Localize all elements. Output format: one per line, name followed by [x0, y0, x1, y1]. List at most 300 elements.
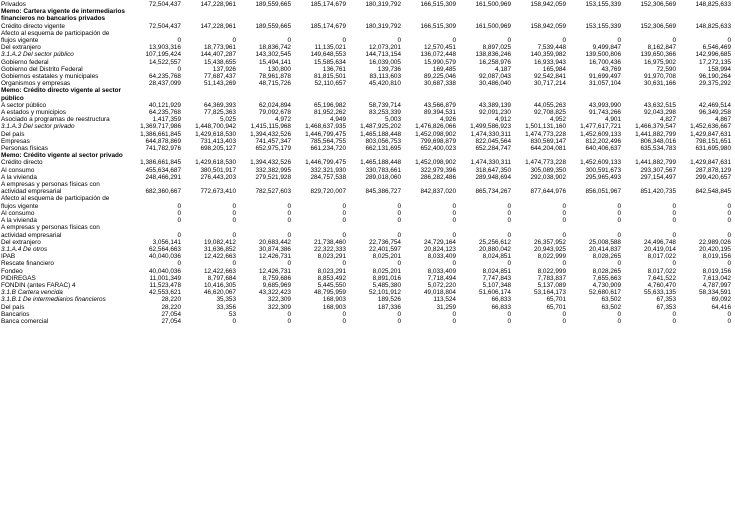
- table-row: [1, 1, 732, 8]
- value-cell: [127, 152, 182, 159]
- value-cell: 286,282,486: [420, 173, 456, 181]
- value-cell: 0: [672, 317, 676, 325]
- value-cell: 1,477,617,721: [580, 123, 621, 131]
- table-row: [1, 217, 732, 224]
- value-cell: 158,942,059: [530, 22, 566, 30]
- value-cell: 92,542,841: [534, 73, 566, 81]
- value-cell: [457, 8, 512, 22]
- value-cell: 0: [617, 37, 621, 45]
- value-cell: 22,322,333: [314, 245, 346, 253]
- value-cell: [347, 87, 402, 101]
- value-cell: 455,634,687: [145, 166, 181, 174]
- table-row: [1, 73, 732, 80]
- value-cell: 0: [287, 202, 291, 210]
- value-cell: 4,912: [495, 116, 511, 124]
- value-cell: 40,040,036: [149, 253, 181, 261]
- table-row: [1, 87, 732, 101]
- value-cell: 0: [727, 217, 731, 225]
- value-cell: 31,636,852: [204, 245, 236, 253]
- value-cell: 26,357,952: [534, 238, 566, 246]
- value-cell: 44,055,263: [534, 101, 566, 109]
- table-row: [1, 66, 732, 73]
- row-label: 3.1.B.1 De intermediarios financieros: [1, 296, 106, 304]
- value-cell: 185,174,679: [310, 1, 346, 8]
- value-cell: 0: [452, 209, 456, 217]
- value-cell: 66,833: [491, 303, 511, 311]
- value-cell: 91,699,497: [589, 73, 621, 81]
- value-cell: 0: [397, 310, 401, 318]
- value-cell: 51,606,174: [479, 289, 511, 297]
- value-cell: 11,001,349: [149, 274, 181, 282]
- value-cell: 8,017,022: [647, 253, 676, 261]
- value-cell: 0: [397, 209, 401, 217]
- value-cell: 300,591,673: [585, 166, 621, 174]
- value-cell: 27,054: [161, 317, 181, 325]
- table-row: [1, 210, 732, 217]
- value-cell: 18,773,961: [204, 44, 236, 52]
- value-cell: 15,990,579: [424, 58, 456, 66]
- value-cell: 8,162,847: [647, 44, 676, 52]
- value-cell: 12,570,451: [424, 44, 456, 52]
- value-cell: 289,018,060: [365, 173, 401, 181]
- value-cell: 0: [727, 260, 731, 268]
- table-row: [1, 311, 732, 318]
- value-cell: 149,648,553: [310, 51, 346, 59]
- value-cell: [622, 87, 677, 101]
- value-cell: [182, 8, 237, 22]
- value-cell: 698,205,127: [200, 145, 236, 153]
- value-cell: 136,072,448: [420, 51, 456, 59]
- value-cell: 644,204,081: [530, 145, 566, 153]
- value-cell: 79,092,678: [259, 109, 291, 117]
- table-row: [1, 174, 732, 181]
- value-cell: 92,091,230: [479, 109, 511, 117]
- value-cell: 845,386,727: [365, 188, 401, 196]
- value-cell: 0: [342, 217, 346, 225]
- value-cell: 829,720,007: [310, 188, 346, 196]
- value-cell: 12,422,663: [204, 267, 236, 275]
- table-row: [1, 246, 732, 253]
- value-cell: 1,448,700,942: [195, 123, 236, 131]
- row-label: 3.1.B Cartera vencida: [1, 289, 63, 297]
- value-cell: 0: [397, 231, 401, 239]
- value-cell: 0: [727, 209, 731, 217]
- value-cell: 0: [507, 260, 511, 268]
- value-cell: 0: [232, 217, 236, 225]
- value-cell: 0: [177, 217, 181, 225]
- value-cell: 144,407,287: [200, 51, 236, 59]
- value-cell: 0: [287, 310, 291, 318]
- value-cell: 140,359,982: [530, 51, 566, 59]
- value-cell: 48,715,726: [259, 80, 291, 88]
- value-cell: 69,092: [711, 296, 731, 304]
- row-label: Organismos y empresas: [1, 80, 71, 88]
- value-cell: 0: [232, 209, 236, 217]
- row-label: A la vivienda: [1, 217, 37, 225]
- value-cell: 322,309: [267, 303, 291, 311]
- value-cell: 72,504,437: [149, 22, 181, 30]
- value-cell: 77,687,437: [204, 73, 236, 81]
- value-cell: 0: [287, 260, 291, 268]
- value-cell: 4,867: [715, 116, 731, 124]
- value-cell: 91,743,266: [589, 109, 621, 117]
- value-cell: 0: [232, 37, 236, 45]
- value-cell: 1,474,330,311: [470, 159, 511, 167]
- value-cell: 180,319,792: [365, 22, 401, 30]
- value-cell: 287,878,129: [695, 166, 731, 174]
- value-cell: [347, 152, 402, 159]
- row-label: Memo: Cartera vigente de intermediarios financieros no bancarios privados: [1, 8, 125, 23]
- value-cell: 64,235,768: [149, 73, 181, 81]
- value-cell: 0: [507, 231, 511, 239]
- value-cell: 64,369,393: [204, 101, 236, 109]
- value-cell: 1,452,098,902: [415, 159, 456, 167]
- value-cell: [292, 87, 347, 101]
- table-body: [1, 1, 732, 325]
- value-cell: 293,307,567: [640, 166, 676, 174]
- row-label: Memo: Crédito directo vigente al sector público: [1, 87, 122, 102]
- value-cell: 11,523,478: [149, 281, 181, 289]
- value-cell: 1,452,636,667: [690, 123, 731, 131]
- value-cell: 292,038,902: [530, 173, 566, 181]
- table-row: [1, 289, 732, 296]
- value-cell: 5,025: [220, 116, 236, 124]
- value-cell: 0: [507, 209, 511, 217]
- value-cell: 8,797,684: [207, 274, 236, 282]
- value-cell: 830,569,147: [530, 137, 566, 145]
- value-cell: 1,429,618,530: [195, 159, 236, 167]
- value-cell: 12,426,731: [259, 267, 291, 275]
- value-cell: 24,496,748: [644, 238, 676, 246]
- value-cell: 4,827: [660, 116, 676, 124]
- row-label: Memo: Crédito vigente al sector privado: [1, 152, 123, 160]
- table-row: [1, 296, 732, 303]
- value-cell: 798,151,651: [695, 137, 731, 145]
- value-cell: 189,526: [377, 296, 401, 304]
- value-cell: 8,023,291: [317, 267, 346, 275]
- value-cell: 18,836,742: [259, 44, 291, 52]
- value-cell: 1,452,609,133: [580, 159, 621, 167]
- value-cell: 0: [507, 217, 511, 225]
- value-cell: 803,056,753: [365, 137, 401, 145]
- value-cell: [567, 152, 622, 159]
- value-cell: 1,474,773,228: [525, 130, 566, 138]
- table-row: [1, 80, 732, 87]
- value-cell: 136,761: [322, 65, 346, 73]
- value-cell: 0: [562, 202, 566, 210]
- value-cell: 0: [397, 217, 401, 225]
- value-cell: 12,422,663: [204, 253, 236, 261]
- value-cell: 0: [452, 317, 456, 325]
- value-cell: 0: [397, 37, 401, 45]
- table-row: [1, 275, 732, 282]
- value-cell: 21,738,460: [314, 238, 346, 246]
- value-cell: 644,878,869: [145, 137, 181, 145]
- table-row: [1, 145, 732, 152]
- value-cell: [677, 152, 732, 159]
- value-cell: 83,253,339: [369, 109, 401, 117]
- row-label: Afecto al esquema de participación de flujos vigente: [1, 195, 110, 210]
- value-cell: 17,272,135: [699, 58, 731, 66]
- value-cell: 305,089,350: [530, 166, 566, 174]
- value-cell: [567, 8, 622, 22]
- table-row: [1, 239, 732, 246]
- value-cell: 180,319,792: [365, 1, 401, 8]
- value-cell: 64,235,768: [149, 109, 181, 117]
- table-row: [1, 195, 732, 209]
- row-label: Asociado a programas de reestructura: [1, 116, 110, 124]
- value-cell: 0: [342, 231, 346, 239]
- value-cell: 332,321,930: [310, 166, 346, 174]
- value-cell: 0: [672, 231, 676, 239]
- value-cell: 9,685,969: [262, 281, 291, 289]
- value-cell: 1,441,882,799: [635, 130, 676, 138]
- value-cell: [237, 87, 292, 101]
- value-cell: 107,195,424: [145, 51, 181, 59]
- value-cell: 0: [562, 217, 566, 225]
- row-label: Del país: [1, 130, 25, 138]
- value-cell: 20,683,442: [259, 238, 291, 246]
- value-cell: 0: [177, 209, 181, 217]
- value-cell: 7,747,843: [482, 274, 511, 282]
- value-cell: 0: [232, 231, 236, 239]
- table-row: [1, 102, 732, 109]
- value-cell: 284,757,538: [310, 173, 346, 181]
- value-cell: 8,022,999: [537, 253, 566, 261]
- value-cell: 0: [452, 310, 456, 318]
- value-cell: 55,633,135: [644, 289, 676, 297]
- value-cell: [402, 152, 457, 159]
- table-row: [1, 59, 732, 66]
- value-cell: 8,033,409: [427, 253, 456, 261]
- value-cell: 0: [232, 260, 236, 268]
- value-cell: 185,174,679: [310, 22, 346, 30]
- value-cell: 65,701: [546, 303, 566, 311]
- value-cell: 15,438,655: [204, 58, 236, 66]
- value-cell: 1,441,882,799: [635, 159, 676, 167]
- value-cell: 1,417,359: [152, 116, 181, 124]
- value-cell: 144,713,154: [365, 51, 401, 59]
- value-cell: 0: [507, 37, 511, 45]
- value-cell: 0: [397, 260, 401, 268]
- value-cell: 842,837,020: [420, 188, 456, 196]
- value-cell: 81,815,501: [314, 73, 346, 81]
- value-cell: 30,486,040: [479, 80, 511, 88]
- value-cell: 20,414,837: [589, 245, 621, 253]
- value-cell: 1,452,098,902: [415, 130, 456, 138]
- value-cell: 8,019,156: [702, 267, 731, 275]
- value-cell: 1,474,773,228: [525, 159, 566, 167]
- value-cell: 1,466,379,547: [635, 123, 676, 131]
- value-cell: 16,039,005: [369, 58, 401, 66]
- value-cell: 1,429,618,530: [195, 130, 236, 138]
- value-cell: 4,730,909: [592, 281, 621, 289]
- value-cell: 0: [177, 65, 181, 73]
- value-cell: 8,024,851: [482, 267, 511, 275]
- value-cell: 31,057,104: [589, 80, 621, 88]
- value-cell: 299,420,657: [695, 173, 731, 181]
- value-cell: 152,306,569: [640, 1, 676, 8]
- value-cell: 7,655,663: [592, 274, 621, 282]
- value-cell: 0: [562, 260, 566, 268]
- value-cell: 138,836,246: [475, 51, 511, 59]
- value-cell: 0: [452, 260, 456, 268]
- value-cell: 822,045,564: [475, 137, 511, 145]
- row-label: Rescate financiero: [1, 260, 54, 268]
- value-cell: 161,500,969: [475, 1, 511, 8]
- value-cell: [182, 152, 237, 159]
- value-cell: 48,795,959: [314, 289, 346, 297]
- value-cell: 1,487,925,202: [360, 123, 401, 131]
- table-row: [1, 318, 732, 325]
- value-cell: 8,024,851: [482, 253, 511, 261]
- value-cell: 0: [397, 202, 401, 210]
- value-cell: 1,465,188,448: [360, 159, 401, 167]
- value-cell: 5,072,220: [427, 281, 456, 289]
- value-cell: 1,429,847,631: [690, 159, 731, 167]
- value-cell: 91,970,708: [644, 73, 676, 81]
- value-cell: 189,559,665: [255, 1, 291, 8]
- value-cell: 67,353: [656, 296, 676, 304]
- value-cell: 4,926: [440, 116, 456, 124]
- value-cell: 0: [177, 202, 181, 210]
- table-row: [1, 44, 732, 51]
- value-cell: 0: [287, 217, 291, 225]
- value-cell: 4,949: [330, 116, 346, 124]
- value-cell: 139,650,366: [640, 51, 676, 59]
- value-cell: [127, 8, 182, 22]
- value-cell: 0: [727, 231, 731, 239]
- value-cell: 856,051,967: [585, 188, 621, 196]
- value-cell: 785,564,755: [310, 137, 346, 145]
- value-cell: 63,502: [601, 303, 621, 311]
- value-cell: 295,965,493: [585, 173, 621, 181]
- value-cell: 1,468,637,935: [305, 123, 346, 131]
- value-cell: 66,833: [491, 296, 511, 304]
- row-label: 3.1.A.2 Del sector público: [1, 51, 74, 59]
- value-cell: 731,413,403: [200, 137, 236, 145]
- value-cell: 83,113,603: [369, 73, 401, 81]
- value-cell: 631,695,980: [695, 145, 731, 153]
- value-cell: 96,349,258: [699, 109, 731, 117]
- value-cell: [457, 87, 512, 101]
- value-cell: [237, 152, 292, 159]
- value-cell: 16,975,902: [644, 58, 676, 66]
- value-cell: 137,926: [212, 65, 236, 73]
- value-cell: 148,825,633: [695, 22, 731, 30]
- row-label: A la vivienda: [1, 173, 37, 181]
- value-cell: 148,825,633: [695, 1, 731, 8]
- value-cell: [402, 87, 457, 101]
- value-cell: 0: [232, 202, 236, 210]
- value-cell: [292, 8, 347, 22]
- credit-portfolio-table: [1, 1, 732, 325]
- value-cell: 0: [617, 310, 621, 318]
- value-cell: 1,452,609,133: [580, 130, 621, 138]
- value-cell: 153,155,339: [585, 22, 621, 30]
- value-cell: 0: [672, 217, 676, 225]
- table-row: [1, 224, 732, 238]
- value-cell: 72,590: [656, 65, 676, 73]
- value-cell: 30,631,166: [644, 80, 676, 88]
- row-label: Gobiernos estatales y municipales: [1, 73, 99, 81]
- value-cell: 92,043,298: [644, 109, 676, 117]
- row-label: A empresas y personas físicas con actividad empresarial: [1, 224, 100, 239]
- value-cell: 5,485,380: [372, 281, 401, 289]
- value-cell: 147,228,961: [200, 22, 236, 30]
- value-cell: 12,073,201: [369, 44, 401, 52]
- value-cell: 0: [617, 202, 621, 210]
- table-row: [1, 304, 732, 311]
- value-cell: 30,874,386: [259, 245, 291, 253]
- table-row: [1, 30, 732, 44]
- value-cell: 158,994: [707, 65, 731, 73]
- value-cell: 77,825,363: [204, 109, 236, 117]
- value-cell: 52,110,657: [314, 80, 346, 88]
- value-cell: 63,502: [601, 296, 621, 304]
- row-label: Del extranjero: [1, 238, 41, 246]
- value-cell: 865,734,267: [475, 188, 511, 196]
- value-cell: 22,989,026: [699, 238, 731, 246]
- row-label: PIDIREGAS: [1, 274, 36, 282]
- table-row: [1, 109, 732, 116]
- value-cell: 1,501,131,160: [525, 123, 566, 131]
- value-cell: 0: [177, 260, 181, 268]
- value-cell: 139,736: [377, 65, 401, 73]
- value-cell: 741,782,976: [145, 145, 181, 153]
- row-label: Empresas: [1, 137, 30, 145]
- value-cell: 1,465,188,448: [360, 130, 401, 138]
- value-cell: 8,019,156: [702, 253, 731, 261]
- table-row: [1, 131, 732, 138]
- value-cell: 3,056,141: [152, 238, 181, 246]
- value-cell: [677, 87, 732, 101]
- value-cell: 8,025,201: [372, 253, 401, 261]
- value-cell: 0: [617, 231, 621, 239]
- value-cell: 40,121,929: [149, 101, 181, 109]
- value-cell: 0: [177, 37, 181, 45]
- value-cell: 4,952: [550, 116, 566, 124]
- row-label: Gobierno del Distrito Federal: [1, 65, 83, 73]
- value-cell: 43,566,879: [424, 101, 456, 109]
- value-cell: 652,284,747: [475, 145, 511, 153]
- value-cell: 165,984: [542, 65, 566, 73]
- value-cell: 43,632,515: [644, 101, 676, 109]
- value-cell: 92,087,043: [479, 73, 511, 81]
- value-cell: 72,504,437: [149, 1, 181, 8]
- row-label: A sector público: [1, 101, 47, 109]
- value-cell: 0: [672, 310, 676, 318]
- value-cell: 14,522,557: [149, 58, 181, 66]
- value-cell: 187,336: [377, 303, 401, 311]
- value-cell: 0: [672, 260, 676, 268]
- value-cell: 5,107,348: [482, 281, 511, 289]
- value-cell: 0: [672, 202, 676, 210]
- value-cell: 0: [342, 260, 346, 268]
- value-cell: 152,306,569: [640, 22, 676, 30]
- value-cell: 640,406,637: [585, 145, 621, 153]
- value-cell: 27,054: [161, 310, 181, 318]
- value-cell: 139,500,806: [585, 51, 621, 59]
- value-cell: 30,687,338: [424, 80, 456, 88]
- value-cell: 16,700,436: [589, 58, 621, 66]
- value-cell: 161,500,969: [475, 22, 511, 30]
- value-cell: 24,729,164: [424, 238, 456, 246]
- value-cell: 15,585,634: [314, 58, 346, 66]
- value-cell: 22,736,754: [369, 238, 401, 246]
- value-cell: 43,389,139: [479, 101, 511, 109]
- value-cell: 0: [617, 260, 621, 268]
